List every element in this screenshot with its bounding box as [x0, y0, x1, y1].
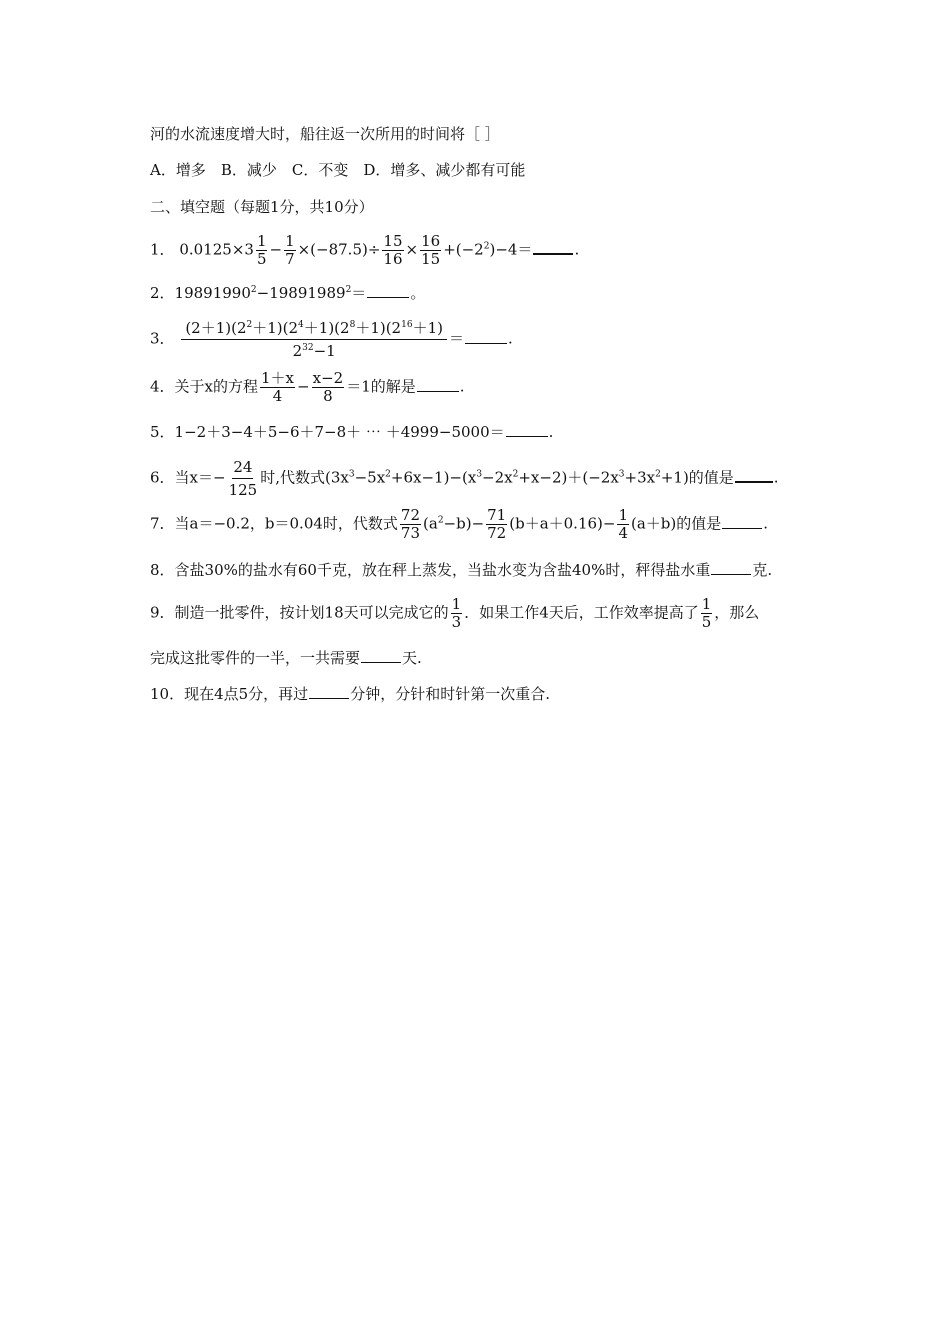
math-text: 5	[701, 613, 712, 631]
math-text: ＝	[448, 329, 464, 348]
answer-blank	[735, 467, 773, 483]
math-text: 分钟，分针和时针第一次重合.	[350, 685, 550, 703]
math-text: 1＋x	[261, 369, 295, 387]
answer-blank	[367, 283, 409, 298]
math-text: (a	[423, 514, 438, 533]
math-text: 3	[348, 469, 355, 480]
fraction	[617, 507, 629, 542]
fraction	[181, 317, 447, 362]
math-text: 15	[421, 250, 441, 268]
question-3	[150, 317, 513, 362]
math-text: 71	[487, 506, 507, 524]
math-text: −b)−	[443, 514, 485, 533]
question-9-continued	[150, 648, 422, 668]
math-text: 关于x的方程	[174, 377, 259, 396]
math-text: 2	[483, 241, 490, 252]
math-text: 19891990	[174, 284, 251, 302]
math-text: 含盐30%的盐水有60千克，放在秤上蒸发，当盐水变为含盐40%时，秤得盐水重	[174, 561, 711, 579]
math-text: 32	[302, 343, 314, 353]
question-4	[150, 370, 465, 405]
question-8	[150, 560, 772, 580]
question-7	[150, 507, 768, 542]
math-text: −2x	[482, 468, 513, 487]
math-text: 6．	[150, 468, 175, 487]
math-text: 2	[437, 515, 444, 526]
math-text: ＋1)(2	[303, 319, 350, 337]
math-text: 5	[256, 250, 267, 268]
math-text: 天.	[402, 649, 422, 667]
math-text: 8	[323, 387, 333, 405]
math-text: A．增多 B．减少 C．不变 D．增多、减少都有可能	[150, 161, 526, 179]
math-text: 24	[232, 456, 253, 479]
math-text: 2	[246, 320, 253, 330]
math-text: (b＋a＋0.16)−	[509, 514, 616, 533]
math-text: ＝	[351, 284, 367, 302]
answer-blank	[361, 648, 401, 663]
math-text: +3x	[624, 468, 656, 487]
math-text: 现在4点5分，再过	[184, 685, 309, 703]
math-text: 2	[292, 342, 303, 360]
math-text: ，那么	[714, 603, 760, 622]
math-text: −	[297, 377, 310, 396]
answer-blank	[417, 377, 459, 392]
math-text: 时,代数式(3x	[260, 468, 349, 487]
math-text: −	[269, 240, 283, 259]
math-text: .	[773, 468, 779, 487]
math-text: 16	[401, 320, 413, 330]
question-1	[150, 233, 579, 268]
fraction	[256, 233, 268, 268]
section-title	[150, 197, 374, 217]
math-text: 4．	[150, 377, 175, 396]
math-text: 2．	[150, 284, 175, 302]
math-text: −19891989	[256, 284, 346, 302]
math-text: 16	[383, 250, 403, 268]
math-text: 16	[421, 232, 441, 250]
math-text: x−2	[312, 369, 344, 387]
math-text: 0.0125×3	[179, 240, 254, 259]
question-9	[150, 596, 759, 631]
math-text: +1)的值是	[660, 468, 734, 487]
fraction	[420, 233, 441, 268]
answer-blank	[465, 329, 507, 344]
math-text: 3	[618, 469, 625, 480]
math-text: (a＋b)的值是	[631, 514, 722, 533]
math-text: 2	[385, 469, 391, 480]
fraction	[260, 370, 295, 405]
math-text: .	[548, 423, 554, 441]
math-text: 二、填空题（每题1分，共10分）	[150, 198, 374, 216]
math-text: 1−2＋3−4＋5−6＋7−8＋ ⋯ ＋4999−5000＝	[174, 423, 505, 441]
math-text: 7．	[150, 514, 175, 533]
math-text: 72	[400, 506, 421, 524]
math-text: 当x＝−	[174, 468, 226, 487]
math-text: ．如果工作4天后，工作效率提高了	[464, 603, 699, 622]
lead-line	[150, 124, 500, 144]
answer-blank	[722, 514, 762, 529]
math-text: 2	[655, 469, 661, 480]
math-text: 1	[451, 595, 462, 613]
question-5	[150, 422, 553, 442]
math-text: ×	[405, 240, 419, 259]
math-text: 9．	[150, 603, 175, 622]
math-text: 河的水流速度增大时，船往返一次所用的时间将［ ］	[150, 125, 500, 143]
math-text: 1	[285, 232, 295, 250]
math-text: 5．	[150, 423, 175, 441]
math-text: 。	[410, 284, 426, 302]
math-text: −1	[313, 342, 336, 360]
math-text: 4	[298, 320, 304, 330]
math-text: 克.	[752, 561, 773, 579]
math-text: 1	[618, 506, 628, 524]
question-6	[150, 456, 779, 501]
math-text: .	[459, 377, 465, 396]
math-text: +(−2	[443, 240, 484, 259]
math-text: 4	[272, 387, 283, 405]
math-text: +6x−1)−(x	[390, 468, 477, 487]
math-text: ＋1)(2	[252, 319, 299, 337]
math-text: 当a＝−0.2，b＝0.04时，代数式	[174, 514, 398, 533]
fraction	[382, 233, 403, 268]
math-text: .	[507, 329, 513, 348]
math-text: 2	[345, 285, 352, 295]
math-text: ＝1的解是	[346, 377, 416, 396]
math-text: 2	[512, 469, 519, 480]
math-text: −5x	[354, 468, 386, 487]
math-text: +x−2)＋(−2x	[518, 468, 619, 487]
math-text: 125	[228, 481, 258, 499]
fraction	[228, 456, 259, 501]
math-text: ×(−87.5)÷	[297, 240, 381, 259]
math-text: .	[574, 240, 580, 259]
math-text: 72	[487, 524, 507, 542]
answer-blank	[533, 239, 573, 255]
math-text: 3	[451, 613, 462, 631]
math-text: ＋1)	[412, 319, 443, 337]
math-text: 15	[383, 232, 403, 250]
math-text: 3	[476, 469, 483, 480]
math-text: .	[763, 514, 769, 533]
math-text: 3．	[150, 329, 175, 348]
answer-blank	[309, 684, 349, 699]
math-text: ＋1)(2	[355, 319, 402, 337]
question-2	[150, 283, 425, 303]
math-text: 2	[250, 285, 257, 295]
answer-blank	[711, 560, 751, 575]
math-text: 1	[701, 595, 712, 613]
fraction	[284, 233, 296, 268]
fraction	[486, 507, 507, 542]
answer-options	[150, 160, 525, 180]
question-10	[150, 684, 550, 704]
fraction	[451, 596, 463, 631]
math-text: 10．	[150, 685, 185, 703]
math-text: 完成这批零件的一半，一共需要	[150, 649, 361, 667]
math-text: 8	[349, 320, 356, 330]
math-text: 73	[400, 524, 421, 542]
fraction	[701, 596, 713, 631]
math-text: (2＋1)(2	[185, 319, 247, 337]
math-text: 制造一批零件，按计划18天可以完成它的	[174, 603, 449, 622]
math-text: 7	[285, 250, 295, 268]
math-text: 1．	[150, 240, 175, 259]
math-text: 4	[618, 524, 628, 542]
math-text: 1	[256, 232, 267, 250]
fraction	[312, 370, 345, 405]
math-text: )−4＝	[489, 240, 533, 259]
fraction	[400, 507, 421, 542]
math-text: 8．	[150, 561, 175, 579]
answer-blank	[506, 422, 548, 437]
